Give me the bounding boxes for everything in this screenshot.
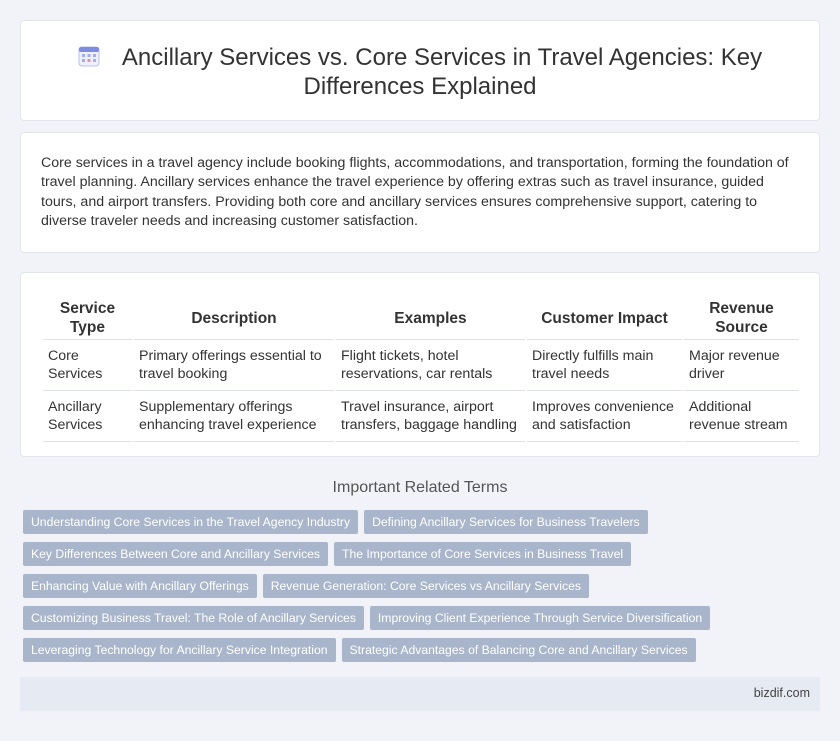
related-term-tag[interactable]: Enhancing Value with Ancillary Offerings: [23, 574, 257, 598]
table-cell: Additional revenue stream: [683, 391, 799, 442]
table-header-row: [43, 297, 799, 340]
page-title: [61, 43, 779, 101]
page-title-text: Ancillary Services vs. Core Services in Travel Agencies: Key Differences Explained: [121, 44, 763, 100]
comparison-table-card: [20, 272, 820, 457]
table-cell: Core Services: [43, 340, 133, 391]
table-cell: Improves convenience and satisfaction: [526, 391, 683, 442]
related-terms-title: Important Related Terms: [332, 479, 508, 496]
related-term-tag[interactable]: Customizing Business Travel: The Role of Ancillary Services: [23, 606, 364, 630]
related-term-tag[interactable]: Understanding Core Services in the Travel Agency Industry: [23, 510, 358, 534]
title-card: [20, 20, 820, 121]
related-terms-list: [23, 510, 723, 670]
intro-card: [20, 132, 820, 253]
column-header: Description: [133, 297, 335, 340]
related-term-tag[interactable]: Leveraging Technology for Ancillary Service Integration: [23, 638, 336, 662]
related-term-tag[interactable]: Improving Client Experience Through Service Diversification: [370, 606, 710, 630]
table-cell: Directly fulfills main travel needs: [526, 340, 683, 391]
comparison-table: [43, 297, 799, 442]
related-term-tag[interactable]: Key Differences Between Core and Ancillary Services: [23, 542, 328, 566]
column-header: Customer Impact: [526, 297, 683, 340]
table-cell: Travel insurance, airport transfers, baggage handling: [335, 391, 526, 442]
table-cell: Primary offerings essential to travel booking: [133, 340, 335, 391]
calendar-icon: [78, 45, 100, 67]
table-cell: Flight tickets, hotel reservations, car rentals: [335, 340, 526, 391]
table-cell: Major revenue driver: [683, 340, 799, 391]
footer: [20, 677, 820, 711]
related-term-tag[interactable]: Strategic Advantages of Balancing Core and Ancillary Services: [342, 638, 696, 662]
table-cell: Ancillary Services: [43, 391, 133, 442]
table-cell: Supplementary offerings enhancing travel experience: [133, 391, 335, 442]
column-header: Revenue Source: [683, 297, 799, 340]
column-header: Service Type: [43, 297, 133, 340]
related-term-tag[interactable]: The Importance of Core Services in Business Travel: [334, 542, 631, 566]
related-term-tag[interactable]: Defining Ancillary Services for Business Travelers: [364, 510, 648, 534]
table-row: [43, 340, 799, 391]
related-term-tag[interactable]: Revenue Generation: Core Services vs Ancillary Services: [263, 574, 589, 598]
column-header: Examples: [335, 297, 526, 340]
footer-site-link[interactable]: bizdif.com: [753, 686, 810, 700]
table-row: [43, 391, 799, 442]
intro-paragraph: Core services in a travel agency include booking flights, accommodations, and transportation, forming the foundation of travel planning. Ancillary services enhance the travel experience by offering extras such as travel insurance, guided tours, and airport transfers. Providing both core and ancillary services ensures comprehensive support, catering to diverse traveler needs and increasing customer satisfaction.: [41, 155, 789, 230]
